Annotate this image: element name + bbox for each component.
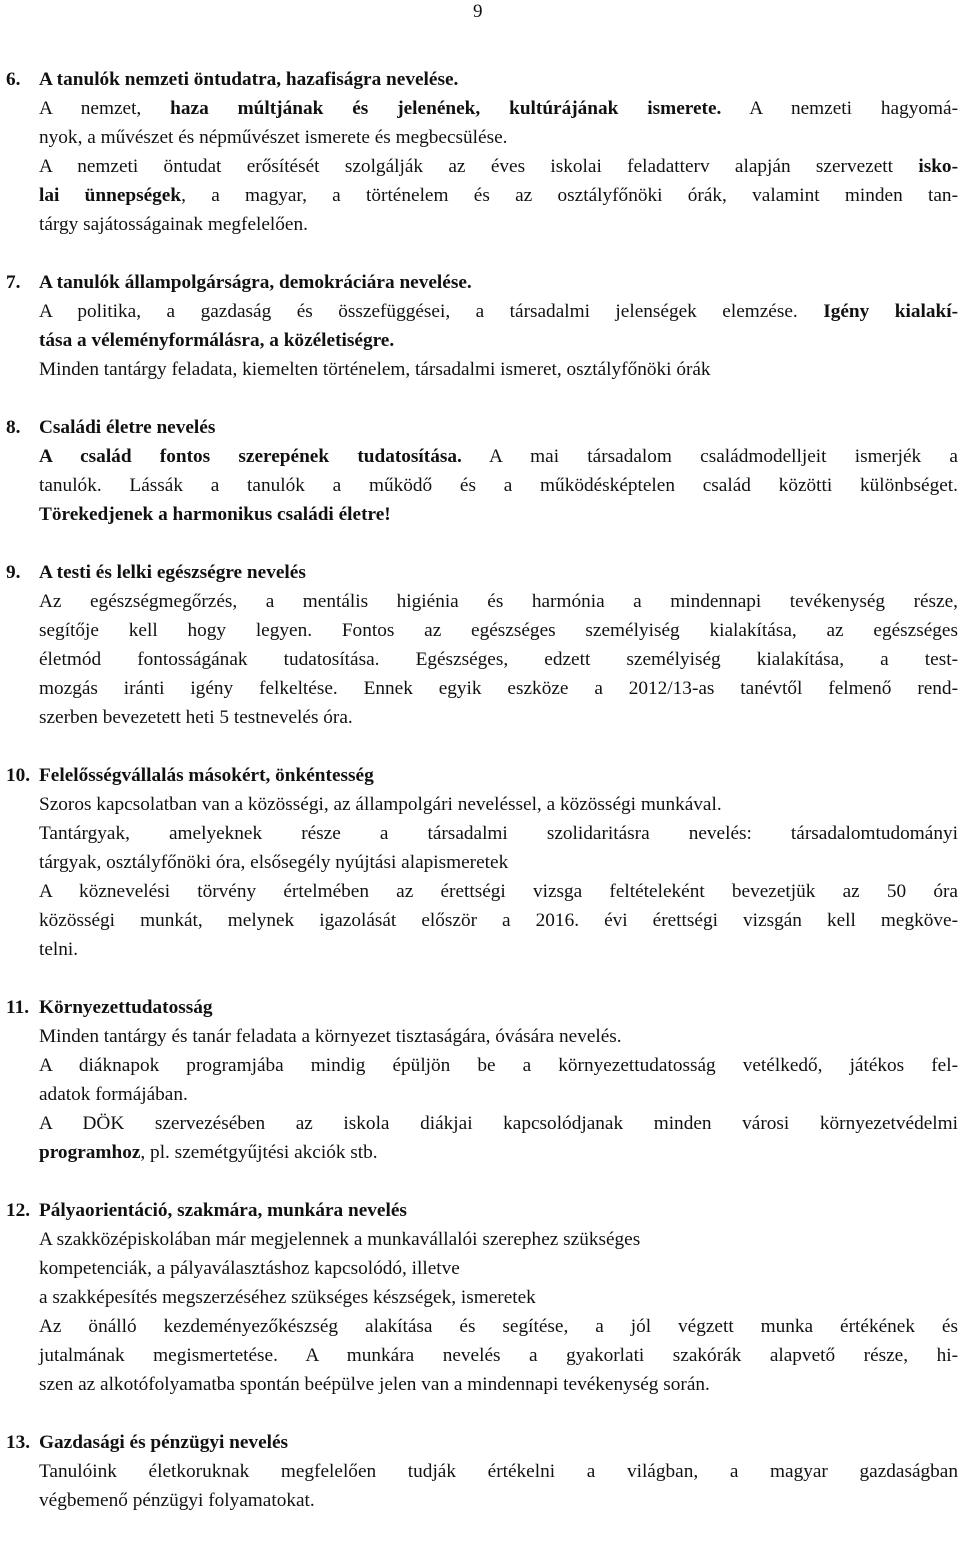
paragraph-line — [39, 703, 958, 732]
text-run: közösségi munkát, melynek igazolását először a 2016. évi érettségi vizsgán kell megköve- — [39, 910, 958, 931]
section-title: A testi és lelki egészségre nevelés — [39, 562, 306, 583]
section-number: 12. — [6, 1200, 31, 1221]
text-run: segítője kell hogy legyen. Fontos az egészséges személyiség kialakítása, az egészséges — [39, 620, 958, 641]
text-run: telni. — [39, 939, 79, 960]
section-title: Gazdasági és pénzügyi nevelés — [39, 1432, 289, 1453]
section-body — [6, 587, 958, 732]
section-heading — [6, 268, 958, 297]
text-run: szerben bevezetett heti 5 testnevelés óra. — [39, 707, 353, 728]
text-run: A nemzet, — [39, 98, 171, 119]
paragraph-line — [39, 355, 958, 384]
paragraph-line — [39, 1225, 958, 1254]
text-run: A nemzeti hagyomá- — [721, 98, 958, 119]
section-heading — [6, 993, 958, 1022]
section-body — [6, 1457, 958, 1515]
paragraph-line — [39, 790, 958, 819]
bold-run: haza múltjának és jelenének, kultúrájának ismerete. — [170, 98, 722, 119]
paragraph-line — [39, 935, 958, 964]
section-number: 7. — [6, 272, 21, 293]
text-run: A köznevelési törvény értelmében az érettségi vizsga feltételeként bevezetjük az 50 óra — [39, 881, 958, 902]
section-6 — [6, 65, 958, 239]
paragraph-line — [39, 210, 958, 239]
section-heading — [6, 1428, 958, 1457]
section-heading — [6, 413, 958, 442]
section-number: 10. — [6, 765, 31, 786]
text-run: Minden tantárgy és tanár feladata a környezet tisztaságára, óvására nevelés. — [39, 1026, 622, 1047]
paragraph-line — [39, 1080, 958, 1109]
text-run: A szakközépiskolában már megjelennek a munkavállalói szerephez szükséges — [39, 1229, 641, 1250]
text-run: mozgás iránti igény felkeltése. Ennek egyik eszköze a 2012/13-as tanévtől felmenő rend- — [39, 678, 958, 699]
text-run: Tanulóink életkoruknak megfelelően tudják értékelni a világban, a magyar gazdaságban — [39, 1461, 958, 1482]
paragraph-line — [39, 1022, 958, 1051]
paragraph-line — [39, 1138, 958, 1167]
section-body — [6, 297, 958, 384]
paragraph-line — [39, 819, 958, 848]
paragraph-line — [39, 152, 958, 181]
text-run: Az önálló kezdeményezőkészség alakítása és segítése, a jól végzett munka értékének és — [39, 1316, 958, 1337]
text-run: tanulók. Lássák a tanulók a működő és a működésképtelen család közötti különbséget. — [39, 475, 958, 496]
paragraph-line — [39, 1370, 958, 1399]
paragraph-line — [39, 848, 958, 877]
section-number: 13. — [6, 1432, 31, 1453]
section-13 — [6, 1428, 958, 1515]
paragraph-line — [39, 616, 958, 645]
section-heading — [6, 1196, 958, 1225]
section-title: Környezettudatosság — [39, 997, 213, 1018]
document-body — [6, 65, 958, 1544]
section-body — [6, 94, 958, 239]
text-run: jutalmának megismertetése. A munkára nevelés a gyakorlati szakórák alapvető része, hi- — [39, 1345, 958, 1366]
text-run: tárgy sajátosságainak megfelelően. — [39, 214, 308, 235]
page-number: 9 — [473, 1, 483, 22]
paragraph-line — [39, 500, 958, 529]
section-title: Családi életre nevelés — [39, 417, 216, 438]
section-body — [6, 790, 958, 964]
text-run: , a magyar, a történelem és az osztályfőnöki órák, valamint minden tan- — [181, 185, 958, 206]
text-run: Minden tantárgy feladata, kiemelten történelem, társadalmi ismeret, osztályfőnöki órák — [39, 359, 711, 380]
text-run: a szakképesítés megszerzéséhez szükséges készségek, ismeretek — [39, 1287, 536, 1308]
paragraph-line — [39, 94, 958, 123]
bold-run: tása a véleményformálásra, a közéletiségre. — [39, 330, 395, 351]
text-run: A diáknapok programjába mindig épüljön be a környezettudatosság vetélkedő, játékos fel- — [39, 1055, 958, 1076]
section-heading — [6, 65, 958, 94]
section-body — [6, 1225, 958, 1399]
bold-run: programhoz — [39, 1142, 141, 1163]
paragraph-line — [39, 1109, 958, 1138]
section-number: 9. — [6, 562, 21, 583]
section-body — [6, 1022, 958, 1167]
section-7 — [6, 268, 958, 384]
text-run: kompetenciák, a pályaválasztáshoz kapcsolódó, illetve — [39, 1258, 460, 1279]
text-run: A mai társadalom családmodelljeit ismerjék a — [461, 446, 958, 467]
text-run: szen az alkotófolyamatba spontán beépülve jelen van a mindennapi tevékenység során. — [39, 1374, 710, 1395]
section-heading — [6, 558, 958, 587]
paragraph-line — [39, 645, 958, 674]
text-run: A nemzeti öntudat erősítését szolgálják az éves iskolai feladatterv alapján szervezett — [39, 156, 919, 177]
section-9 — [6, 558, 958, 732]
section-number: 8. — [6, 417, 21, 438]
section-heading — [6, 761, 958, 790]
paragraph-line — [39, 906, 958, 935]
text-run: nyok, a művészet és népművészet ismerete és megbecsülése. — [39, 127, 508, 148]
text-run: A politika, a gazdaság és összefüggései, a társadalmi jelenségek elemzése. — [39, 301, 824, 322]
paragraph-line — [39, 326, 958, 355]
paragraph-line — [39, 877, 958, 906]
bold-run: A család fontos szerepének tudatosítása. — [39, 446, 462, 467]
paragraph-line — [39, 1051, 958, 1080]
section-number: 6. — [6, 69, 21, 90]
bold-run: isko- — [918, 156, 958, 177]
section-10 — [6, 761, 958, 964]
paragraph-line — [39, 442, 958, 471]
bold-run: Törekedjenek a harmonikus családi életre! — [39, 504, 391, 525]
paragraph-line — [39, 1486, 958, 1515]
paragraph-line — [39, 471, 958, 500]
section-body — [6, 442, 958, 529]
section-number: 11. — [6, 997, 30, 1018]
section-title: A tanulók nemzeti öntudatra, hazafiságra nevelése. — [39, 69, 459, 90]
text-run: életmód fontosságának tudatosítása. Egészséges, edzett személyiség kialakítása, a test- — [39, 649, 958, 670]
section-title: Pályaorientáció, szakmára, munkára nevelés — [39, 1200, 407, 1221]
section-12 — [6, 1196, 958, 1399]
paragraph-line — [39, 1341, 958, 1370]
paragraph-line — [39, 587, 958, 616]
text-run: Tantárgyak, amelyeknek része a társadalmi szolidaritásra nevelés: társadalomtudományi — [39, 823, 958, 844]
text-run: Az egészségmegőrzés, a mentális higiénia és harmónia a mindennapi tevékenység része, — [39, 591, 958, 612]
text-run: tárgyak, osztályfőnöki óra, elsősegély nyújtási alapismeretek — [39, 852, 509, 873]
section-11 — [6, 993, 958, 1167]
text-run: Szoros kapcsolatban van a közösségi, az állampolgári neveléssel, a közösségi munkával. — [39, 794, 722, 815]
section-title: Felelősségvállalás másokért, önkéntesség — [39, 765, 374, 786]
section-title: A tanulók állampolgárságra, demokráciára nevelése. — [39, 272, 472, 293]
bold-run: lai ünnepségek — [39, 185, 182, 206]
text-run: végbemenő pénzügyi folyamatokat. — [39, 1490, 315, 1511]
paragraph-line — [39, 1457, 958, 1486]
section-8 — [6, 413, 958, 529]
paragraph-line — [39, 297, 958, 326]
text-run: adatok formájában. — [39, 1084, 188, 1105]
paragraph-line — [39, 1283, 958, 1312]
paragraph-line — [39, 1312, 958, 1341]
paragraph-line — [39, 123, 958, 152]
text-run: , pl. szemétgyűjtési akciók stb. — [140, 1142, 378, 1163]
bold-run: Igény kialakí- — [823, 301, 958, 322]
paragraph-line — [39, 181, 958, 210]
paragraph-line — [39, 1254, 958, 1283]
text-run: A DÖK szervezésében az iskola diákjai kapcsolódjanak minden városi környezetvédelmi — [39, 1113, 958, 1134]
paragraph-line — [39, 674, 958, 703]
